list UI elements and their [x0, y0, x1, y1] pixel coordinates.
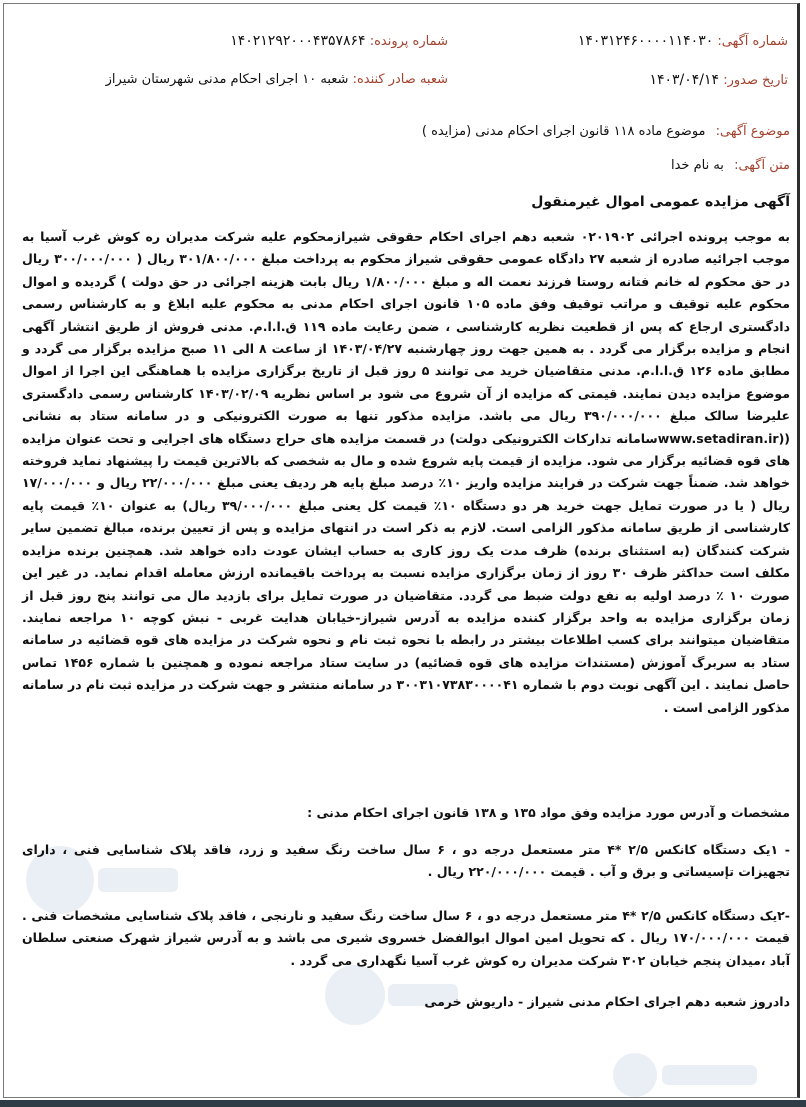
ad-body: به موجب پرونده اجرائی ۰۲۰۱۹۰۲ شعبه دهم اجرای احکام حقوقی شیرازمحکوم علیه شرکت مدیران ره کوش غرب آسیا به موجب اجرائیه صادره از شعبه ۲۷ دادگاه عمومی حقوقی شیراز محکوم به پرداخت مبلغ ۳۰۱/۸۰۰/۰۰۰ ریال ( ۳۰۰/۰۰۰/۰۰۰ ریال در حق محکوم له خانم فتانه روستا فرزند نعمت اله و مبلغ ۱/۸۰۰/۰۰۰ ریال بابت هزینه اجرائی در حق دولت ) گردیده و اموال محکوم علیه توقیف و مراتب توقیف وفق ماده ۱۰۵ قانون اجرای احکام مدنی به محکوم علیه ابلاغ و به کارشناس رسمی دادگستری ارجاع که پس از قطعیت نظریه کارشناسی ، ضمن رعایت ماده ۱۱۹ ق.ا.ا.م. مدنی فروش از طریق انتشار آگهی انجام و مزایده برگزار می گردد . به همین جهت روز چهارشنبه ۱۴۰۳/۰۴/۲۷ از ساعت ۸ الی ۱۱ صبح مزایده برگزار می گردد و مطابق ماده ۱۲۶ ق.ا.ا.م. مدنی متقاضیان خرید می توانند ۵ روز قبل از تاریخ برگزاری مزایده با هماهنگی این اجرا از اموال موضوع مزایده دیدن نمایند. قیمتی که مزایده از آن شروع می شود بر اساس نظریه ۱۴۰۳/۰۲/۰۹ کارشناس رسمی دادگستری علیرضا سالک مبلغ ۳۹۰/۰۰۰/۰۰۰ ریال می باشد. مزایده مذکور تنها به صورت الکترونیکی و در سامانه ستاد به نشانی ((www.setadiran.irسامانه تدارکات الکترونیکی دولت) در قسمت مزایده های حراج دستگاه های اجرایی و تحت عنوان مزایده های قوه قضائیه برگزار می شود. مزایده از قیمت پایه شروع شده و مال به شخصی که بالاترین قیمت را پیشنهاد نماید فروخته خواهد شد. ضمناً جهت شرکت در فرایند مزایده واریز ۱۰٪ درصد مبلغ پایه هر ردیف یعنی مبلغ ۲۲/۰۰۰/۰۰۰ ریال و ۱۷/۰۰۰/۰۰۰ ریال ( یا در صورت تمایل جهت خرید هر دو دستگاه ۱۰٪ قیمت کل یعنی مبلغ ۳۹/۰۰۰/۰۰۰ ریال) به عنوان ۱۰٪ قیمت پایه کارشناسی از طریق سامانه مذکور الزامی است. لازم به ذکر است در انتهای مزایده و پس از تعیین برنده، مبالغ تضمین سایر شرکت کنندگان (به استثنای برنده) ظرف مدت یک روز کاری به حساب ایشان عودت داده خواهد شد. همچنین برنده مزایده مکلف است حداکثر ظرف ۳۰ روز از زمان برگزاری مزایده نسبت به پرداخت باقیمانده ارزش معامله اقدام نماید. در غیر این صورت ۱۰ ٪ درصد اولیه به نفع دولت ضبط می گردد. متقاضیان در صورت تمایل برای بازدید مال می توانند پنج روز قبل از زمان برگزاری مزایده به واحد برگزار کننده مزایده به آدرس شیراز-خیابان هدایت غربی - نبش کوچه ۱۰ مراجعه نمایند. متقاضیان میتوانند برای کسب اطلاعات بیشتر در رابطه با نحوه ثبت نام و نحوه شرکت در مزایده های قوه قضائیه در سامانه ستاد به سربرگ آموزش (مستندات مزایده های قوه قضائیه) در سایت ستاد مراجعه نموده و همچنین با شماره ۱۴۵۶ تماس حاصل نمایند . این آگهی نوبت دوم با شماره ۳۰۰۳۱۰۷۳۸۳۰۰۰۰۴۱ در سامانه منتشر و جهت شرکت در مزایده ثبت نام در سامانه مذکور الزامی است .: [22, 229, 791, 715]
bottom-bar: [0, 1100, 806, 1107]
issue-date-value: ۱۴۰۳/۰۴/۱۴: [649, 72, 720, 88]
subject-value: موضوع ماده ۱۱۸ قانون اجرای احکام مدنی (مزایده ): [421, 124, 706, 139]
text-label: متن آگهی:: [734, 158, 790, 173]
ad-text-header: [671, 158, 790, 173]
ad-number: [578, 33, 788, 49]
issuer-label: شعبه صادر کننده:: [352, 72, 448, 87]
specs-title: مشخصات و آدرس مورد مزایده وفق مواد ۱۳۵ و ۱۳۸ قانون اجرای احکام مدنی :: [307, 805, 790, 820]
ad-number-value: ۱۴۰۳۱۲۴۶۰۰۰۰۱۱۴۰۳۰: [577, 33, 714, 49]
ad-number-label: شماره آگهی:: [717, 34, 788, 49]
ad-title: آگهی مزایده عمومی اموال غیرمنقول: [531, 194, 790, 210]
issue-date-label: تاریخ صدور:: [723, 73, 788, 88]
case-number-value: ۱۴۰۲۱۲۹۲۰۰۰۴۳۵۷۸۶۴: [230, 33, 366, 49]
case-number-label: شماره پرونده:: [369, 34, 448, 49]
text-value: به نام خدا: [670, 158, 724, 173]
issuer-value: شعبه ۱۰ اجرای احکام مدنی شهرستان شیراز: [105, 72, 349, 87]
signature: دادروز شعبه دهم اجرای احکام مدنی شیراز - داریوش خرمی: [424, 994, 790, 1009]
list-item-1: - ۱یک دستگاه کانکس ۲/۵ *۴ متر مستعمل درجه دو ، ۶ سال ساخت رنگ سفید و زرد، فاقد پلاک شناسایی فنی ، دارای تجهیزات تإسیساتی و برق و آب . قیمت ۲۲۰/۰۰۰/۰۰۰ ریال .: [22, 842, 790, 880]
issuer: [106, 72, 448, 87]
issue-date: [649, 72, 788, 88]
ad-subject: [422, 124, 790, 139]
subject-label: موضوع آگهی:: [715, 124, 790, 139]
case-number: [230, 33, 448, 49]
list-item-2: -۲یک دستگاه کانکس ۲/۵ *۴ متر مستعمل درجه دو ، ۶ سال ساخت رنگ سفید و نارنجی ، فاقد پلاک شناسایی مشخصات فنی . قیمت ۱۷۰/۰۰۰/۰۰۰ ریال . که تحویل امین اموال ابوالفضل خسروی شیری می باشد و به آدرس شیراز شهرک صنعتی سلطان آباد ،میدان پنجم خیابان ۳۰۲ شرکت مدیران ره کوش غرب آسیا نگهداری می گردد .: [22, 908, 790, 968]
